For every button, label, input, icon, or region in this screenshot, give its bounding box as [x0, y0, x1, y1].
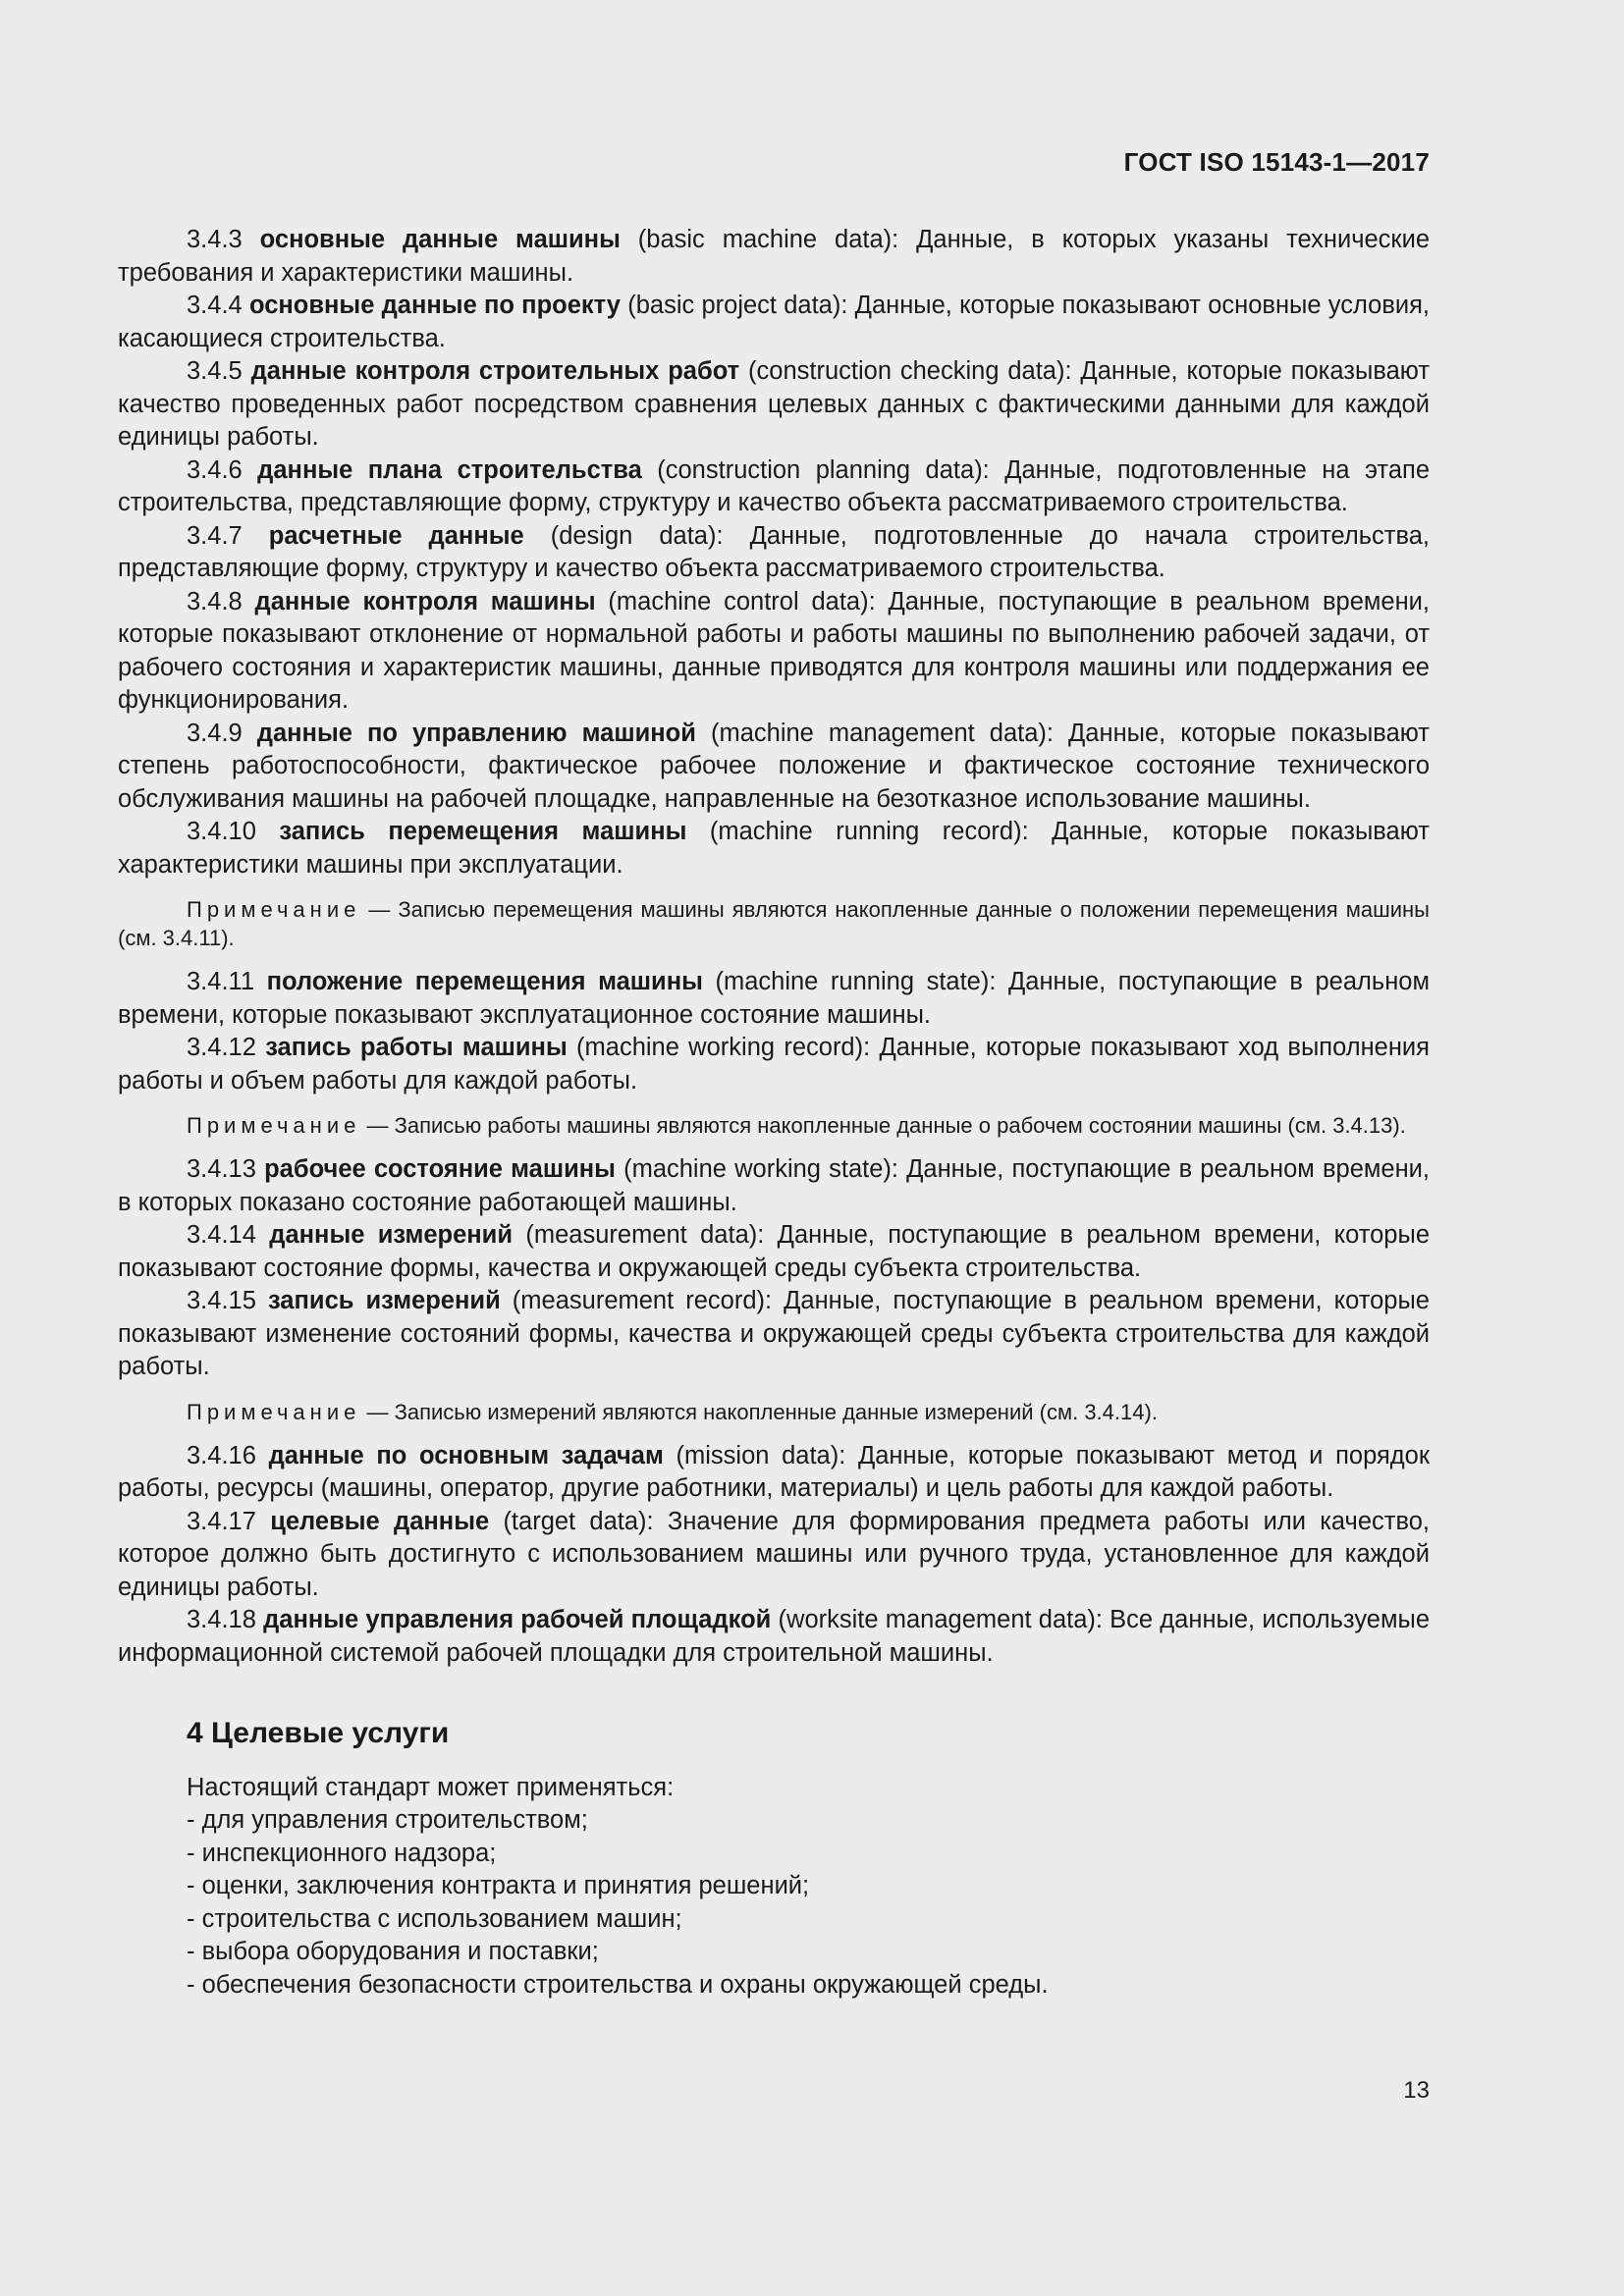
term-definition: (machine working record): Данные, которые показывают ход выполнения работы и объем работы для каждой работы. [118, 1034, 1430, 1095]
term-definition: (construction checking data): Данные, которые показывают качество проведенных работ посредством сравнения целевых данных с фактическими данными для каждой единицы работы. [118, 357, 1431, 451]
term-entry [118, 1153, 1430, 1219]
term-entry [118, 520, 1430, 586]
term-name: целевые данные [270, 1507, 490, 1535]
page-body [118, 224, 1430, 2002]
term-definition: (basic project data): Данные, которые показывают основные условия, касающиеся строительства. [118, 292, 1431, 352]
note [118, 1398, 1430, 1426]
section-heading: 4 Целевые услуги [187, 1717, 450, 1749]
section-intro: Настоящий стандарт может применяться: [187, 1773, 675, 1801]
term-number: 3.4.12 [187, 1034, 256, 1061]
term-name: основные данные по проекту [248, 292, 621, 319]
term-entry [118, 1285, 1430, 1384]
note-text: — Записью работы машины являются накопленные данные о рабочем состоянии машины (см. 3.4.13). [360, 1113, 1406, 1138]
term-number: 3.4.18 [187, 1606, 256, 1633]
term-number: 3.4.4 [187, 292, 243, 319]
note [118, 1111, 1430, 1140]
term-entry [118, 1506, 1430, 1605]
term-name: данные измерений [269, 1221, 514, 1249]
note-label: Примечание [187, 1113, 361, 1138]
term-definition: (worksite management data): Все данные, используемые информационной системой рабочей площадки для строительной машины. [118, 1606, 1431, 1667]
term-entry [118, 816, 1430, 881]
term-number: 3.4.16 [187, 1441, 256, 1469]
term-name: данные контроля строительных работ [250, 357, 740, 385]
term-name: данные по основным задачам [268, 1441, 664, 1469]
term-number: 3.4.3 [187, 226, 243, 253]
list-item: - обеспечения безопасности строительства и охраны окружающей среды. [187, 1970, 1049, 1999]
term-definition: (machine management data): Данные, которые показывают степень работоспособности, фактическое рабочее положение и фактическое состояние технического обслуживания машины на рабочей площадке, направленные на безотказное использование машины. [118, 719, 1430, 813]
term-definition: (construction planning data): Данные, подготовленные на этапе строительства, представляющие форму, структуру и качество объекта рассматриваемого строительства. [118, 455, 1430, 516]
term-number: 3.4.8 [187, 587, 243, 615]
term-name: рабочее состояние машины [264, 1155, 616, 1183]
term-name: расчетные данные [268, 521, 524, 550]
list-item: - инспекционного надзора; [187, 1839, 497, 1867]
term-definition: (target data): Значение для формирования предмета работы или качество, которое должно быть достигнуто с использованием машины или ручного труда, установленное для каждой единицы работы. [118, 1507, 1430, 1601]
list-item: - для управления строительством; [187, 1806, 588, 1834]
term-definition: (measurement data): Данные, поступающие в реальном времени, которые показывают состояние формы, качества и окружающей среды субъекта строительства. [118, 1221, 1431, 1282]
term-name: данные контроля машины [254, 587, 596, 615]
term-definition: (machine running record): Данные, которые показывают характеристики машины при эксплуатации. [118, 818, 1430, 879]
note-label: Примечание [187, 897, 361, 922]
term-entry [118, 454, 1430, 520]
term-definition: (measurement record): Данные, поступающие в реальном времени, которые показывают изменение состояний формы, качества и окружающей среды субъекта строительства для каждой работы. [118, 1287, 1430, 1380]
term-entry [118, 1219, 1430, 1285]
term-name: запись измерений [267, 1287, 501, 1314]
term-definition: (design data): Данные, подготовленные до начала строительства, представляющие форму, структуру и качество объекта рассматриваемого строительства. [118, 521, 1430, 582]
term-name: запись работы машины [265, 1034, 568, 1061]
term-number: 3.4.7 [187, 521, 243, 550]
term-number: 3.4.13 [187, 1155, 256, 1183]
section-list [187, 1772, 1430, 2002]
term-definition: (machine control data): Данные, поступающие в реальном времени, которые показывают отклонение от нормальной работы и работы машины по выполнению рабочей задачи, от рабочего состояния и характеристик машины, данные приводятся для контроля машины или поддержания ее функционирования. [118, 587, 1431, 714]
term-entry [118, 966, 1430, 1032]
note-text: — Записью измерений являются накопленные данные измерений (см. 3.4.14). [360, 1399, 1158, 1424]
term-number: 3.4.17 [187, 1507, 256, 1535]
term-number: 3.4.14 [187, 1221, 256, 1249]
list-item: - строительства с использованием машин; [187, 1904, 682, 1933]
page-number: 13 [1403, 2077, 1430, 2104]
note-text: — Записью перемещения машины являются накопленные данные о положении перемещения машины (см. 3.4.11). [118, 897, 1430, 950]
term-number: 3.4.11 [187, 968, 255, 995]
term-entry [118, 355, 1430, 454]
list-item: - выбора оборудования и поставки; [187, 1938, 599, 1965]
term-entry [118, 1032, 1430, 1097]
term-name: основные данные машины [259, 226, 621, 253]
term-number: 3.4.10 [187, 818, 256, 845]
term-entry [118, 1440, 1430, 1506]
term-definition: (mission data): Данные, которые показывают метод и порядок работы, ресурсы (машины, оператор, другие работники, материалы) и цель работы для каждой работы. [118, 1441, 1430, 1502]
term-definition: (basic machine data): Данные, в которых указаны технические требования и характеристики машины. [118, 226, 1431, 287]
term-definition: (machine working state): Данные, поступающие в реальном времени, в которых показано состояние работающей машины. [118, 1155, 1430, 1216]
term-name: данные по управлению машиной [256, 719, 696, 747]
note-label: Примечание [187, 1399, 361, 1424]
list-item: - оценки, заключения контракта и принятия решений; [187, 1872, 810, 1899]
term-name: данные управления рабочей площадкой [263, 1606, 772, 1633]
term-number: 3.4.9 [187, 719, 243, 747]
term-entry [118, 586, 1430, 718]
note [118, 895, 1430, 952]
term-definition: (machine running state): Данные, поступающие в реальном времени, которые показывают эксплуатационное состояние машины. [118, 968, 1430, 1029]
document-designation: ГОСТ ISO 15143-1—2017 [1123, 147, 1430, 177]
term-entry [118, 290, 1430, 355]
term-name: положение перемещения машины [266, 968, 703, 995]
term-entry [118, 718, 1430, 817]
term-number: 3.4.6 [187, 455, 243, 484]
term-name: данные плана строительства [257, 455, 642, 484]
term-entry [118, 224, 1430, 290]
term-entry [118, 1604, 1430, 1670]
term-number: 3.4.15 [187, 1287, 256, 1314]
term-number: 3.4.5 [187, 357, 243, 385]
term-name: запись перемещения машины [279, 818, 687, 845]
